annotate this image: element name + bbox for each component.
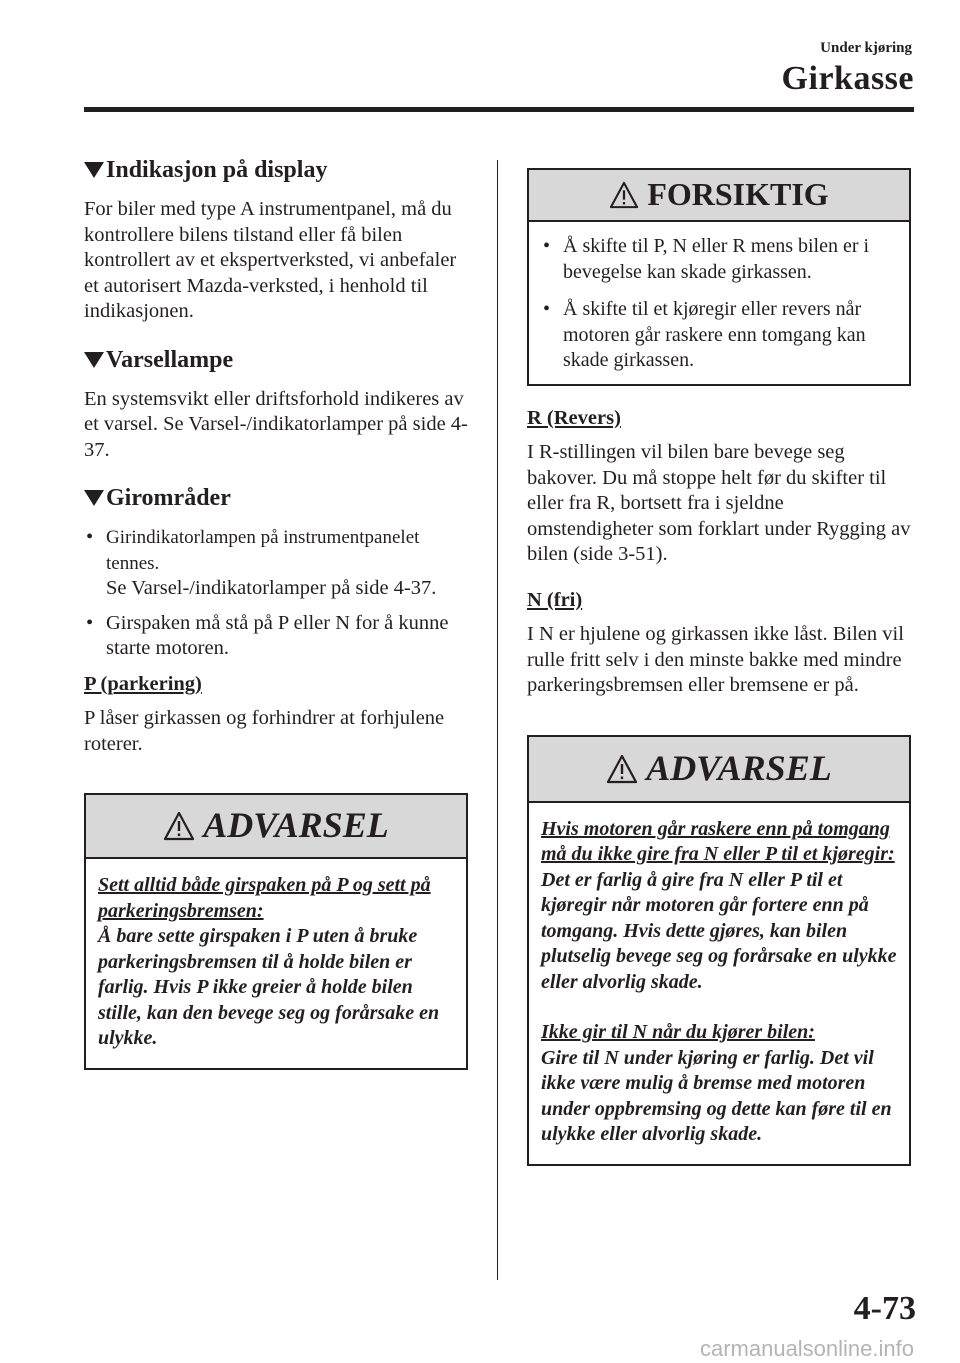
- warning-triangle-icon: [609, 181, 639, 209]
- warning-box-header: [529, 737, 909, 803]
- list-item-text: Å skifte til P, N eller R mens bilen er i bevegelse kan skade girkassen.: [563, 235, 870, 283]
- watermark: carmanualsonline.info: [699, 1336, 914, 1361]
- caution-list: [541, 234, 897, 374]
- left-column: [84, 155, 468, 1070]
- warning-triangle-icon: [606, 754, 638, 784]
- list-item-text: Girspaken må stå på P eller N for å kunne starte motoren.: [106, 611, 449, 659]
- bullet-icon: •: [86, 611, 94, 634]
- subheading-fri: N (fri): [527, 588, 583, 611]
- triangle-down-icon: [84, 352, 104, 368]
- list-item: [541, 297, 897, 374]
- warning-title: ADVARSEL: [646, 747, 832, 788]
- heading-varsel: [84, 345, 468, 375]
- warning-lead: Hvis motoren går raskere enn på tomgang må du ikke gire fra N eller P til et kjøregir:: [541, 817, 895, 865]
- warning-body: [86, 859, 466, 1068]
- warning-title: ADVARSEL: [203, 805, 389, 846]
- section-label: Under kjøring: [820, 40, 912, 56]
- caution-box-header: [529, 170, 909, 222]
- warning-text: Å bare sette girspaken i P uten å bruke parkeringsbremsen til å holde bilen er farlig. Hvis P ikke greier å holde bilen stille, kan den bevege seg og forårsake en ulykke.: [98, 925, 440, 1049]
- header-rule: [84, 107, 914, 112]
- chapter-title: Girkasse: [781, 60, 914, 97]
- paragraph-varsel: En systemsvikt eller driftsforhold indikeres av et varsel. Se Varsel-/indikatorlamper på side 4-37.: [84, 387, 468, 461]
- heading-giromrader-text: Girområder: [106, 485, 231, 511]
- triangle-down-icon: [84, 162, 104, 178]
- warning-lead: Sett alltid både girspaken på P og sett på parkeringsbremsen:: [98, 874, 431, 922]
- warning-box-header: [86, 795, 466, 859]
- heading-giromrader: [84, 483, 468, 513]
- warning-text: Det er farlig å gire fra N eller P til et kjøregir når motoren går fortere enn på tomgang. Hvis dette gjøres, kan bilen plutselig bevege seg og forårsake en ulykke eller alvorlig skade.: [541, 868, 897, 993]
- heading-display-text: Indikasjon på display: [106, 157, 328, 183]
- warning-body: [529, 803, 909, 1164]
- subheading-revers: R (Revers): [527, 406, 621, 429]
- warning-box: [527, 735, 911, 1166]
- warning-text: Gire til N under kjøring er farlig. Det vil ikke være mulig å bremse med motoren under oppbremsing og dette kan føre til en ulykke eller alvorlig skade.: [541, 1046, 892, 1145]
- list-item: [84, 611, 468, 662]
- right-column: [527, 168, 911, 1166]
- heading-display: [84, 155, 468, 185]
- paragraph-parkering: P låser girkassen og forhindrer at forhjulene roterer.: [84, 707, 445, 755]
- paragraph-fri: I N er hjulene og girkassen ikke låst. Bilen vil rulle fritt selv i den minste bakke med mindre parkeringsbremsen eller bremsene er på.: [527, 623, 904, 696]
- list-item-text: Å skifte til et kjøregir eller revers når motoren går raskere enn tomgang kan skade girkassen.: [563, 298, 866, 371]
- paragraph-revers: I R-stillingen vil bilen bare bevege seg bakover. Du må stoppe helt før du skifter til eller fra R, bortsett fra i sjeldne omstendigheter som forklart under Rygging av bilen (side 3-51).: [527, 441, 911, 565]
- page-number: 4-73: [853, 1290, 916, 1327]
- list-item: [541, 234, 897, 285]
- warning-triangle-icon: [163, 811, 195, 841]
- triangle-down-icon: [84, 490, 104, 506]
- list-item: [84, 525, 468, 602]
- warning-box: [84, 793, 468, 1070]
- gear-range-list: [84, 525, 468, 662]
- bullet-icon: •: [86, 526, 94, 548]
- column-divider: [497, 160, 498, 1280]
- list-item-text: Girindikatorlampen på instrumentpanelet tennes.: [106, 527, 420, 574]
- list-item-text: Se Varsel-/indikatorlamper på side 4-37.: [106, 577, 437, 599]
- subheading-parkering: P (parkering): [84, 672, 202, 695]
- caution-body: [529, 222, 909, 384]
- caution-title: FORSIKTIG: [647, 176, 829, 213]
- paragraph-display: For biler med type A instrumentpanel, må du kontrollere bilens tilstand eller få bilen kontrollert av et ekspertverksted, vi anbefaler et autorisert Mazda-verksted, i henhold til indikasjonen.: [84, 198, 457, 322]
- heading-varsel-text: Varsellampe: [106, 346, 234, 373]
- warning-lead: Ikke gir til N når du kjører bilen:: [541, 1021, 815, 1043]
- bullet-icon: •: [543, 235, 551, 257]
- bullet-icon: •: [543, 298, 551, 320]
- caution-box: [527, 168, 911, 386]
